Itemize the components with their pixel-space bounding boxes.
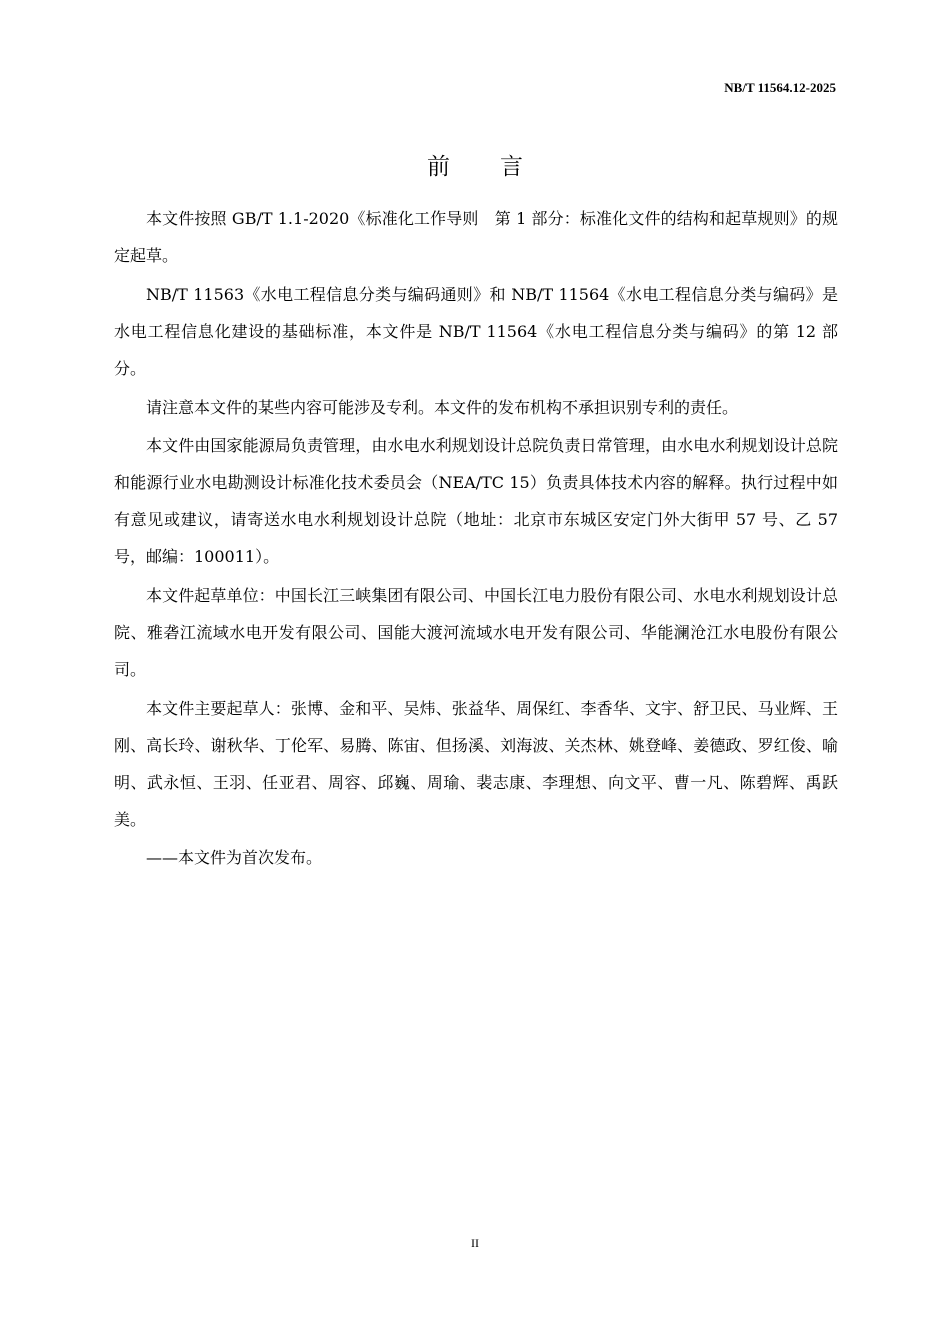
paragraph-management: 本文件由国家能源局负责管理，由水电水利规划设计总院负责日常管理，由水电水利规划设计总院和能源行业水电勘测设计标准化技术委员会（NEA/TC 15）负责具体技术内容的解释。执行过程中如有意见或建议，请寄送水电水利规划设计总院（地址：北京市东城区安定门外大街甲 57 号、乙 57 号，邮编：100011）。 (114, 436, 838, 567)
paragraph-drafters: 本文件主要起草人：张博、金和平、吴炜、张益华、周保红、李香华、文宇、舒卫民、马业辉、王刚、高长玲、谢秋华、丁伦军、易腾、陈宙、但扬溪、刘海波、关杰林、姚登峰、姜德政、罗红俊、喻明、武永恒、王羽、任亚君、周容、邱巍、周瑜、裴志康、李理想、向文平、曹一凡、陈碧辉、禹跃美。 (114, 698, 838, 829)
paragraph-standard-relation: NB/T 11563《水电工程信息分类与编码通则》和 NB/T 11564《水电工程信息分类与编码》是水电工程信息化建设的基础标准，本文件是 NB/T 11564《水电工程信息分类与编码》的第 12 部分。 (114, 284, 838, 378)
paragraph-drafting-units: 本文件起草单位：中国长江三峡集团有限公司、中国长江电力股份有限公司、水电水利规划设计总院、雅砻江流域水电开发有限公司、国能大渡河流域水电开发有限公司、华能澜沧江水电股份有限公司。 (114, 586, 838, 679)
paragraph-patent-notice: 请注意本文件的某些内容可能涉及专利。本文件的发布机构不承担识别专利的责任。 (146, 397, 739, 417)
foreword-body (114, 201, 838, 879)
paragraph-drafting-rules: 本文件按照 GB/T 1.1-2020《标准化工作导则 第 1 部分：标准化文件的结构和起草规则》的规定起草。 (114, 209, 838, 265)
document-code: NB/T 11564.12-2025 (724, 80, 836, 95)
paragraph-first-release: ——本文件为首次发布。 (146, 848, 323, 868)
page-title (0, 148, 950, 181)
page-number: II (471, 1236, 479, 1250)
page-title-part-1: 前 (427, 154, 450, 180)
page-title-part-2: 言 (500, 154, 523, 180)
